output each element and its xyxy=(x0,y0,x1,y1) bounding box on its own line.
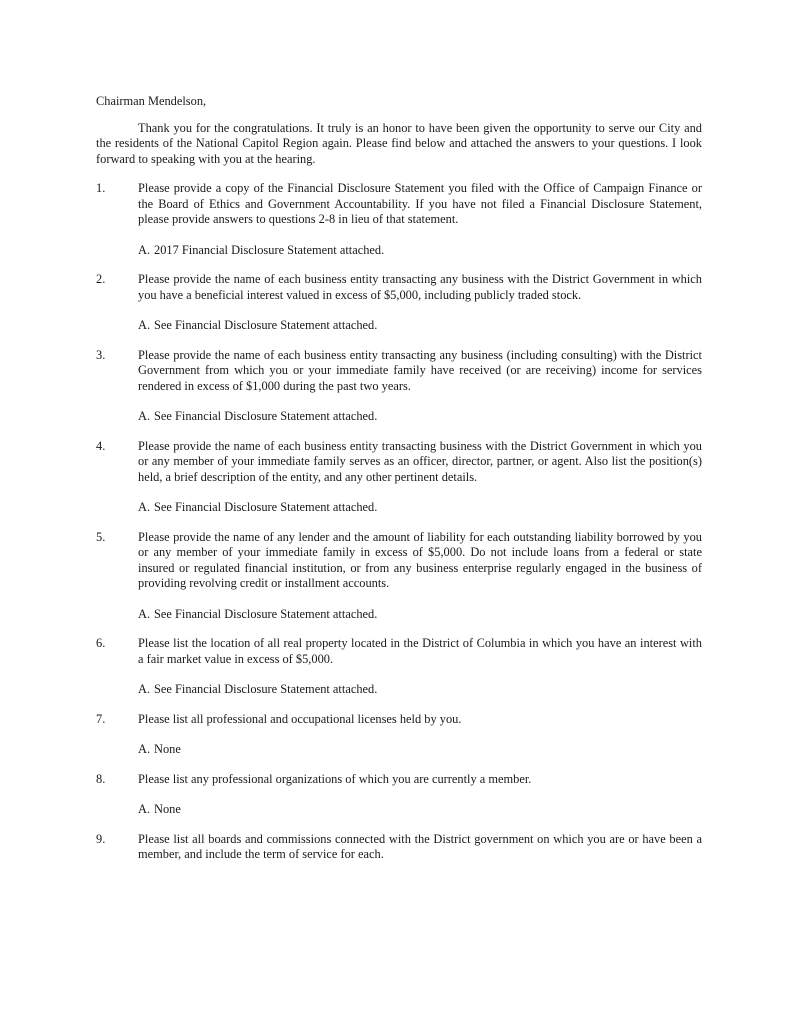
answer-text: None xyxy=(154,742,181,756)
answer-letter: A. xyxy=(138,242,151,257)
question-text: Please list any professional organizations of which you are currently a member. xyxy=(138,771,532,786)
spacer xyxy=(96,698,702,712)
question-number: 7. xyxy=(96,711,106,726)
answer-text: See Financial Disclosure Statement attached. xyxy=(154,682,378,696)
question-number: 2. xyxy=(96,272,106,286)
spacer xyxy=(96,334,702,348)
spacer xyxy=(96,258,702,272)
answer-letter: A. xyxy=(138,409,151,423)
question-number: 8. xyxy=(96,771,106,786)
answer xyxy=(138,243,702,259)
question-text: Please list all professional and occupational licenses held by you. xyxy=(138,711,462,726)
question-text: Please provide the name of each business entity transacting business with the District Government in which you or any member of your immediate family serves as an officer, director, partner, or agent. Also list the position(s) held, a brief description of the entity, and any other pertinent details. xyxy=(138,438,702,484)
question-text: Please list the location of all real property located in the District of Columbia in which you have an interest with a fair market value in excess of $5,000. xyxy=(138,636,702,666)
question-item-9 xyxy=(96,832,702,863)
question-item-5 xyxy=(96,530,702,623)
spacer xyxy=(96,425,702,439)
answer xyxy=(138,409,702,425)
answer-letter: A. xyxy=(138,318,151,332)
question-text: Please provide a copy of the Financial Disclosure Statement you filed with the Office of Campaign Finance or the Board of Ethics and Government Accountability. If you have not filed a Financial Disclosure Statement, please provide answers to questions 2-8 in lieu of that statement. xyxy=(138,181,702,226)
answer xyxy=(138,802,702,818)
question-text: Please provide the name of any lender and the amount of liability for each outstanding liability borrowed by you or any member of your immediate family in excess of $5,000. Do not include loans from a federal or state insured or regulated financial institution, or from any business enterprise regularly engaged in the business of providing revolving credit or installment accounts. xyxy=(138,529,702,590)
answer-letter: A. xyxy=(138,802,151,816)
answer-text: See Financial Disclosure Statement attached. xyxy=(154,606,378,621)
answer-text: See Financial Disclosure Statement attached. xyxy=(154,318,378,332)
question-text: Please list all boards and commissions connected with the District government on which you are or have been a member, and include the term of service for each. xyxy=(138,831,702,861)
question-text: Please provide the name of each business entity transacting any business with the District Government in which you have a beneficial interest valued in excess of $5,000, including publicly traded stock. xyxy=(138,272,702,302)
answer-letter: A. xyxy=(138,500,151,514)
question-number: 4. xyxy=(96,438,106,453)
answer-letter: A. xyxy=(138,742,151,756)
answer-text: None xyxy=(154,802,181,816)
question-number: 3. xyxy=(96,347,106,362)
question-item-2 xyxy=(96,272,702,334)
answer-text: 2017 Financial Disclosure Statement attached. xyxy=(154,242,385,257)
question-number: 5. xyxy=(96,529,106,544)
answer-letter: A. xyxy=(138,682,151,696)
salutation: Chairman Mendelson, xyxy=(96,94,207,108)
question-item-4 xyxy=(96,439,702,516)
answer xyxy=(138,682,702,698)
intro-paragraph: Thank you for the congratulations. It truly is an honor to have been given the opportunity to serve our City and the residents of the National Capitol Region again. Please find below and attached the answers to your questions. I look forward to speaking with you at the hearing. xyxy=(96,120,702,166)
spacer xyxy=(96,516,702,530)
question-number: 9. xyxy=(96,831,106,846)
answer-text: See Financial Disclosure Statement attached. xyxy=(154,409,378,423)
question-item-3 xyxy=(96,348,702,425)
question-item-8 xyxy=(96,772,702,818)
spacer xyxy=(96,622,702,636)
answer xyxy=(138,607,702,623)
question-number: 6. xyxy=(96,636,106,650)
question-item-7 xyxy=(96,712,702,758)
answer-letter: A. xyxy=(138,606,151,621)
spacer xyxy=(96,758,702,772)
question-text: Please provide the name of each business entity transacting any business (including consulting) with the District Government from which you or your immediate family have received (or are receiving) income for services rendered in excess of $1,000 during the past two years. xyxy=(138,347,702,393)
question-item-1 xyxy=(96,181,702,258)
answer xyxy=(138,318,702,334)
answer-text: See Financial Disclosure Statement attached. xyxy=(154,500,378,514)
spacer xyxy=(96,818,702,832)
letter-body xyxy=(96,94,702,863)
answer xyxy=(138,742,702,758)
answer xyxy=(138,500,702,516)
question-item-6 xyxy=(96,636,702,698)
question-number: 1. xyxy=(96,181,106,195)
